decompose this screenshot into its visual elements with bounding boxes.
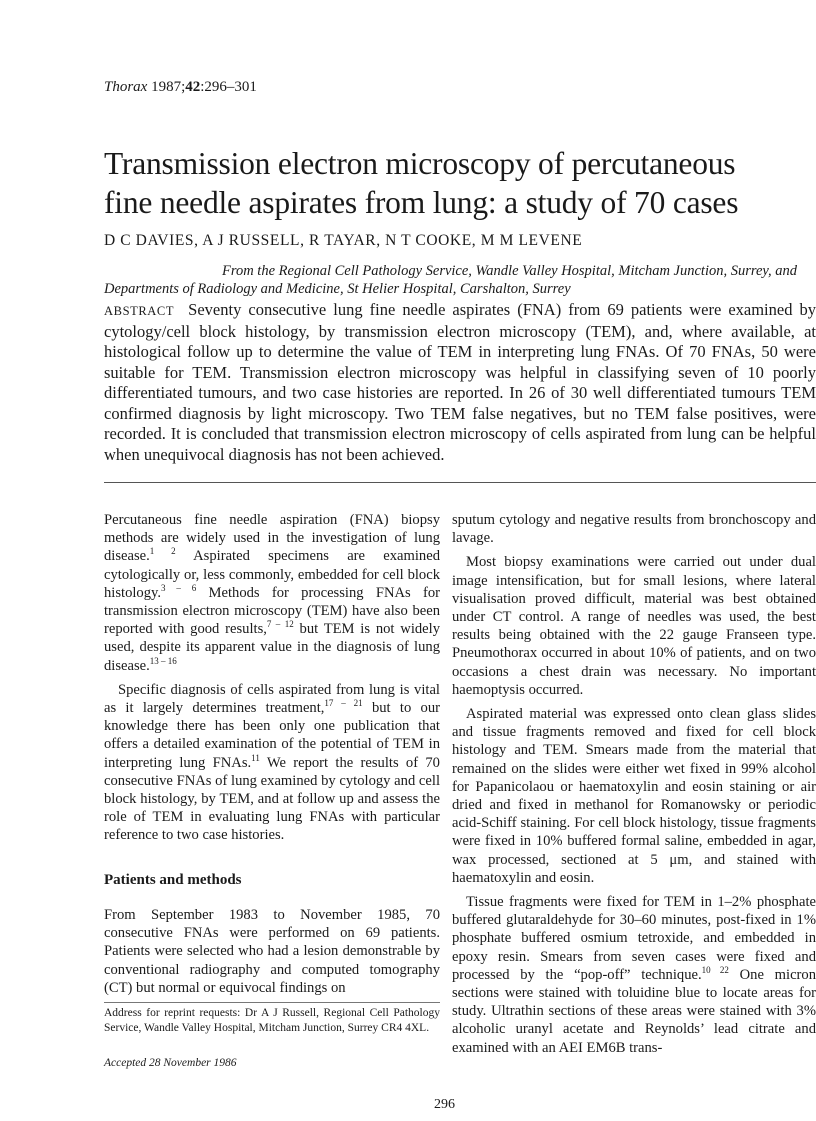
citation: 7 – 12	[266, 619, 294, 630]
footnote-divider	[104, 1002, 440, 1003]
citation: 10 22	[701, 965, 729, 976]
journal-pages: :296–301	[200, 79, 257, 95]
left-column	[104, 511, 440, 845]
methods-paragraph-1: From September 1983 to November 1985, 70 consecutive FNAs were performed on 69 patients. Patients were selected who had a lesion demonstrable by conventional radiography and computed tomography (CT) but normal or equivocal findings on	[104, 907, 440, 996]
accepted-date: Accepted 28 November 1986	[104, 1057, 237, 1069]
citation: 11	[251, 752, 260, 763]
text-run: Percutaneous fine needle aspiration (FNA) biopsy methods are widely used in the investigation of lung disease.	[104, 512, 440, 565]
methods-column	[104, 906, 440, 997]
methods-paragraph-continued: sputum cytology and negative results from bronchoscopy and lavage.	[452, 512, 816, 547]
article-title: Transmission electron microscopy of percutaneous fine needle aspirates from lung: a study of 70 cases	[104, 146, 739, 220]
page-number: 296	[434, 1097, 455, 1112]
right-column	[452, 511, 816, 1057]
text-run: but to our knowledge there has been only one publication that offers a detailed examination of the potential of TEM in interpreting lung FNAs.	[104, 700, 440, 771]
journal-year: 1987;	[147, 79, 186, 95]
abstract-divider	[104, 482, 816, 483]
methods-paragraph-2: Most biopsy examinations were carried out under dual image intensification, but for small lesions, where lateral visualisation proved difficult, material was best obtained under CT control. A range of needles was used, the best results being obtained with the 22 gauge Franseen type. Pneumothorax occurred in about 10% of patients, and on two occasions a chest drain was necessary. No important haemoptysis occurred.	[452, 554, 816, 698]
journal-citation	[104, 79, 257, 96]
intro-paragraph-2	[104, 681, 440, 845]
reprint-address: Address for reprint requests: Dr A J Russell, Regional Cell Pathology Service, Wandle Valley Hospital, Mitcham Junction, Surrey CR4 4XL.	[104, 1007, 440, 1034]
citation: 1 2	[149, 546, 176, 557]
text-run: Tissue fragments were fixed for TEM in 1–2% phosphate buffered glutaraldehyde for 30–60 minutes, post-fixed in 1% phosphate buffered osmium tetroxide, and embedded in epoxy resin. Smears from seven cases were fixed and processed by the “pop-off” technique.	[452, 894, 816, 983]
section-heading-methods: Patients and methods	[104, 872, 242, 888]
citation: 17 – 21	[324, 698, 363, 709]
methods-paragraph-4	[452, 893, 816, 1057]
citation: 3 – 6	[161, 582, 197, 593]
affiliation: From the Regional Cell Pathology Service, Wandle Valley Hospital, Mitcham Junction, Surrey, and Departments of Radiology and Medicine, St Helier Hospital, Carshalton, Surrey	[104, 263, 798, 297]
text-run: Aspirated specimens are examined cytologically or, less commonly, embedded for cell block histology.	[104, 548, 441, 601]
abstract-label: ABSTRACT	[104, 304, 175, 318]
abstract	[104, 300, 816, 465]
text-run: We report the results of 70 consecutive FNAs of lung examined by cytology and cell block histology, by TEM, and at follow up and assess the role of TEM in evaluating lung FNAs with particular reference to two case histories.	[104, 754, 440, 844]
journal-name: Thorax	[104, 79, 148, 95]
text-run: Methods for processing FNAs for transmission electron microscopy (TEM) have also been reported with good results,	[104, 584, 440, 638]
citation: 13 – 16	[149, 655, 177, 666]
text-run: but TEM is not widely used, despite its apparent value in the diagnosis of lung disease.	[104, 621, 441, 674]
text-run: Specific diagnosis of cells aspirated from lung is vital as it largely determines treatment,	[104, 681, 440, 717]
methods-paragraph-3: Aspirated material was expressed onto clean glass slides and tissue fragments removed and fixed for cell block histology and TEM. Smears made from the material that remained on the slides were either wet fixed in 99% alcohol for Papanicolaou or haematoxylin and eosin staining or air dried and fixed in methanol for Romanowsky or periodic acid-Schiff staining. For cell block histology, tissue fragments were fixed in 10% buffered formal saline, embedded in agar, wax processed, sectioned at 5 μm, and stained with haematoxylin and eosin.	[452, 706, 816, 886]
text-run: One micron sections were stained with toluidine blue to locate areas for study. Ultrathin sections of these areas were stained with 3% alcoholic uranyl acetate and Reynolds’ lead citrate and examined with an AEI EM6B trans-	[452, 966, 816, 1056]
abstract-text: Seventy consecutive lung fine needle aspirates (FNA) from 69 patients were examined by cytology/cell block histology, by transmission electron microscopy (TEM), and, where available, at histological follow up to determine the value of TEM in interpreting lung FNAs. Of 70 FNAs, 50 were suitable for TEM. Transmission electron microscopy was helpful in classifying seven of 10 poorly differentiated tumours, and two case histories are reported. In 26 of 30 well differentiated tumours TEM confirmed diagnosis by light microscopy. Two TEM false negatives, but no TEM false positives, were recorded. It is concluded that transmission electron microscopy of cells aspirated from lung can be helpful when unequivocal diagnosis has not been achieved.	[104, 300, 816, 464]
intro-paragraph-1	[104, 511, 440, 675]
author-list: D C DAVIES, A J RUSSELL, R TAYAR, N T COOKE, M M LEVENE	[104, 232, 583, 249]
journal-volume: 42	[185, 79, 201, 95]
